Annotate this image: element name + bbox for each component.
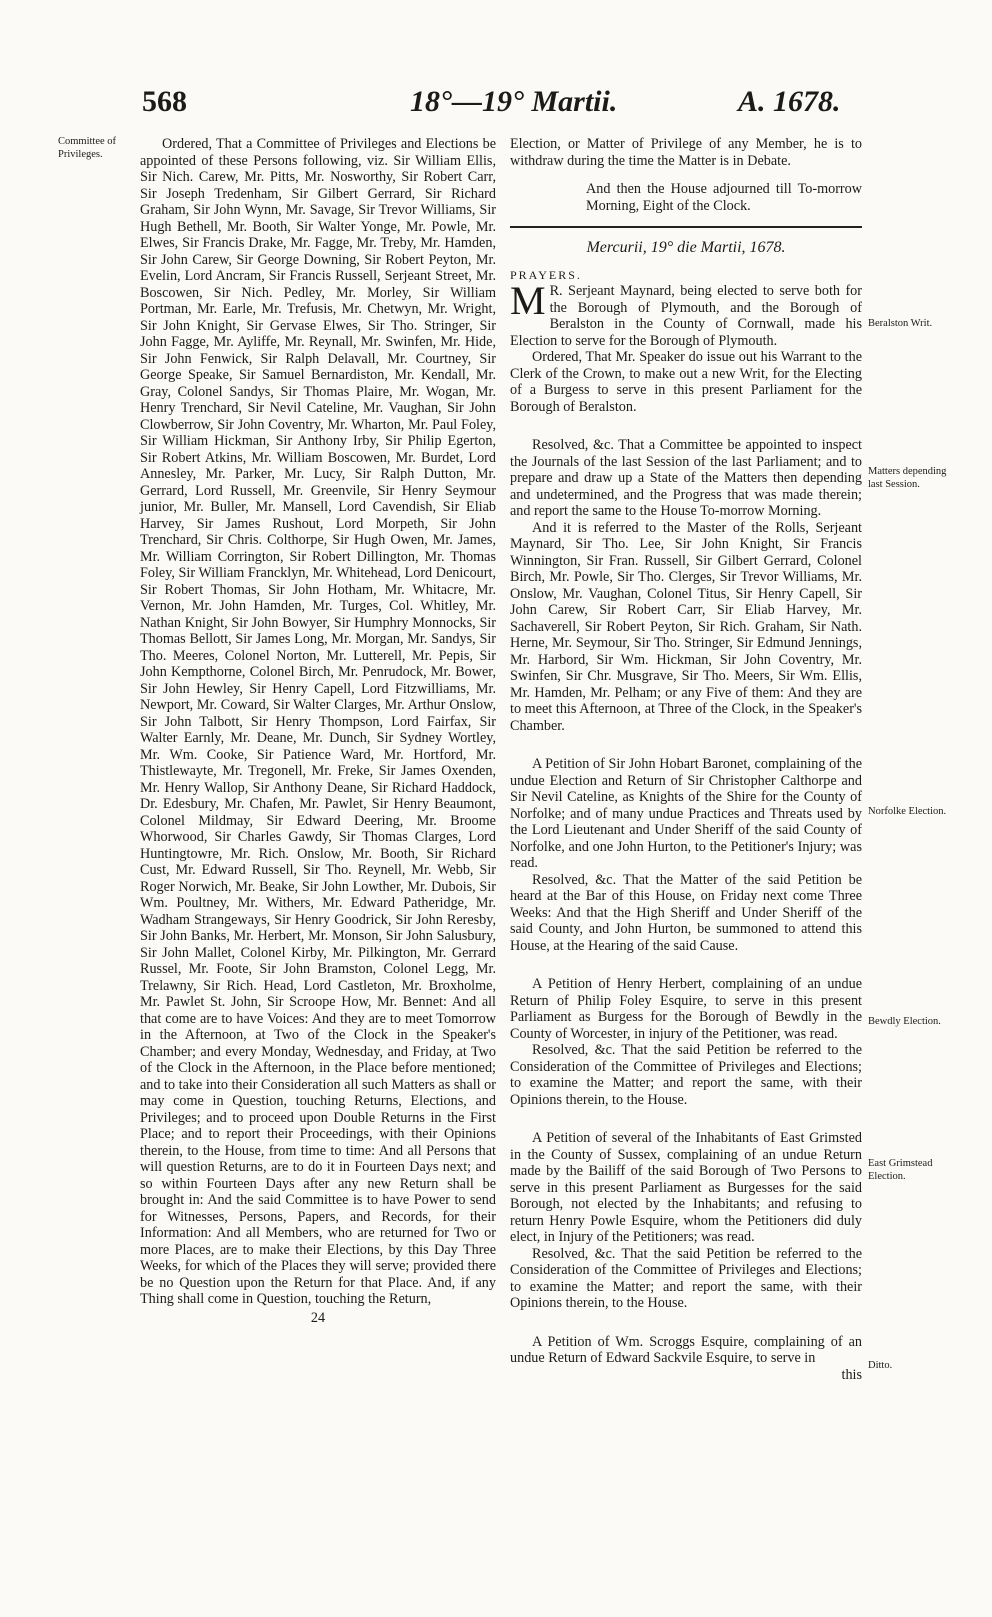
margin-note-norfolke: Norfolke Election. [868,806,947,817]
page-date: 18°—19° Martii. [410,85,618,118]
margin-note-ditto: Ditto. [868,1360,893,1371]
day-heading: Mercurii, 19° die Martii, 1678. [586,239,786,256]
committee-order-paragraph: Ordered, That a Committee of Privileges and Elections be appointed of these Persons following, viz. Sir William Ellis, Sir Nich. Carew, Mr. Pitts, Mr. Nosworthy, Sir Robert Carr, Sir Joseph Tredenham, Sir Gilbert Gerrard, Sir Richard Graham, Sir John Wynn, Mr. Savage, Sir Trevor Williams, Sir Hugh Bethell, Mr. Booth, Sir Walter Yonge, Mr. Powle, Mr. Elwes, Sir Francis Drake, Mr. Fagge, Mr. Treby, Mr. Hamden, Sir John Carew, Sir George Downing, Sir Robert Peyton, Mr. Evelin, Lord Ancram, Sir Francis Russell, Serjeant Street, Mr. Boscowen, Sir Nich. Pedley, Mr. Morley, Sir William Portman, Mr. Earle, Mr. Trefusis, Mr. Chetwyn, Mr. Wright, Sir John Knight, Sir Gervase Elwes, Sir Tho. Stringer, Sir John Fagge, Mr. Ayliffe, Mr. Reynall, Mr. Swinfen, Mr. Hide, Sir John Fenwick, Sir Ralph Delavall, Mr. Courtney, Sir George Speake, Sir Samuel Bernardiston, Mr. Kendall, Mr. Gray, Colonel Sandys, Sir Thomas Plaire, Mr. Wogan, Mr. Henry Trenchard, Sir Nevil Cateline, Mr. Vaughan, Sir John Clowberrow, Sir John Coventry, Mr. Wharton, Mr. Paul Foley, Sir William Hickman, Sir Anthony Irby, Sir Philip Egerton, Sir Robert Atkins, Mr. William Boscowen, Mr. Burdet, Lord Annesley, Mr. Parker, Mr. Lucy, Sir Ralph Dutton, Mr. Gerrard, Lord Russell, Mr. Greenvile, Sir Henry Seymour junior, Mr. Buller, Mr. Mansell, Lord Cavendish, Sir Eliab Harvey, Sir James Rushout, Lord Morpeth, Sir John Trenchard, Sir Chris. Colthorpe, Sir Hugh Owen, Mr. James, Mr. William Corrington, Sir Robert Dillington, Mr. Thomas Foley, Sir William Francklyn, Mr. Whitehead, Lord Denicourt, Sir Robert Thomas, Sir John Hotham, Mr. Whitacre, Mr. Vernon, Mr. John Hamden, Mr. Turges, Col. Whitley, Mr. Nathan Knight, Sir John Bowyer, Sir Humphry Monnocks, Sir Thomas Bellott, Sir James Long, Mr. Morgan, Mr. Sandys, Sir Tho. Meeres, Colonel Norton, Mr. Lutterell, Mr. Pepis, Sir John Kempthorne, Colonel Birch, Mr. Penrudock, Mr. Bower, Sir John Hewley, Sir Henry Capell, Lord Fitzwilliams, Mr. Newport, Mr. Coward, Sir Walter Clarges, Mr. Arthur Onslow, Sir John Talbott, Sir Henry Thompson, Lord Fairfax, Sir Walter Earnly, Mr. Deane, Mr. Dunch, Sir Sydney Wortley, Mr. Wm. Cooke, Sir Patience Ward, Mr. Hortford, Mr. Thistlewayte, Mr. Tregonell, Mr. Freke, Sir James Oxenden, Mr. Henry Wallop, Sir Anthony Deane, Sir Richard Haddock, Dr. Edesbury, Mr. Chafen, Mr. Pawlet, Sir Henry Beaumont, Colonel Mildmay, Sir Edward Deering, Mr. Broome Whorwood, Sir Charles Gawdy, Sir Thomas Clarges, Lord Huntingtowre, Mr. Rich. Onslow, Mr. Booth, Sir Richard Cust, Mr. Edward Russell, Sir Tho. Reynell, Mr. Webb, Sir Roger Norwich, Mr. Beake, Sir John Lowther, Mr. Dubois, Sir Wm. Poultney, Mr. Withers, Mr. Edward Patheridge, Mr. Wadham Strangeways, Sir Henry Goodrick, Sir John Reresby, Sir John Banks, Mr. Herbert, Mr. Monson, Sir John Salusbury, Sir John Mallet, Colonel Kirby, Mr. Pilkington, Mr. Gerrard Russel, Mr. Foote, Sir John Bramston, Colonel Legg, Mr. Trelawny, Sir Rich. Head, Lord Castleton, Mr. Broxholme, Mr. Pawlet St. John, Sir Scroope How, Mr. Bennet: And all that come are to have Voices: And they are to meet Tomorrow in the Afternoon, at Two of the Clock in the Speaker's Chamber; and every Monday, Wednesday, and Friday, at Two of the Clock in the Afternoon, in the Place before mentioned; and to take into their Consideration all such Matters as shall or may come in Question, touching Returns, Elections, and Privileges; and to proceed upon Double Returns in the First Place; and to report their Proceedings, with their Opinions therein, to the House, from time to time: And all Persons that will question Returns, are to do it in Fourteen Days next; and so within Fourteen Days after any new Return shall be brought in: And the said Committee is to have Power to send for Witnesses, Persons, Papers, and Records, for their Information: And all Members, who are returned for Two or more Places, are to make their Elections, by this Day Three Weeks, for which of the Places they will serve; provided there be no Question upon the Return for that Place. And, if any Thing shall come in Question, touching the Return, [140,136,496,1307]
margin-note-east-grimstead: East Grimstead Election. [868,1158,933,1182]
page-year: A. 1678. [738,85,841,118]
continuation-paragraph: Election, or Matter of Privilege of any Member, he is to withdraw during the time the Matter is in Debate. [510,136,862,169]
journals-committee-members: And it is referred to the Master of the Rolls, Serjeant Maynard, Sir Tho. Lee, Sir John Knight, Sir Francis Winnington, Sir Fran. Russell, Sir Gilbert Gerrard, Colonel Birch, Mr. Powle, Sir Tho. Clerges, Sir Trevor Williams, Mr. Onslow, Mr. Vaughan, Colonel Titus, Sir Henry Capell, Sir John Carew, Sir Robert Carr, Sir Eliab Harvey, Mr. Sachaverell, Sir Robert Peyton, Sir Rich. Graham, Sir Nath. Herne, Mr. Seymour, Sir Tho. Stringer, Sir Edmund Jennings, Mr. Harbord, Sir Wm. Hickman, Sir John Coventry, Mr. Swinfen, Sir Chr. Musgrave, Sir Tho. Meers, Sir Wm. Ellis, Mr. Hamden, Mr. Pelham; or any Five of them: And they are to meet this Afternoon, at Three of the Clock, in the Speaker's Chamber. [510,519,862,734]
page-number: 568 [142,85,187,118]
norfolke-resolution-paragraph: Resolved, &c. That the Matter of the said Petition be heard at the Bar of this House, on Friday next come Three Weeks: And that the High Sheriff and Under Sheriff of the said County, and John Hurton, be summoned to attend this House, at the Hearing of the said Cause. [510,871,862,954]
left-column [140,136,496,1326]
margin-note-matters: Matters depending last Session. [868,466,947,490]
scroggs-petition-paragraph: A Petition of Wm. Scroggs Esquire, complaining of an undue Return of Edward Sackvile Esquire, to serve in [510,1333,862,1366]
adjournment-note: And then the House adjourned till To-morrow Morning, Eight of the Clock. [586,181,862,214]
margin-note-committee: Committee of Privileges. [58,136,117,160]
east-grimstead-petition-paragraph: A Petition of several of the Inhabitants of East Grimsted in the County of Sussex, complaining of an undue Return made by the Bailiff of the said Borough of Two Persons to serve in this present Parliament as Burgesses for the said Borough, not elected by the Inhabitants; and refusing to return Henry Powle Esquire, whom the Petitioners did duly elect, in Injury of the Petitioners; was read. [510,1130,862,1245]
signature-mark: 24 [310,1309,326,1326]
prayers-label: PRAYERS. [510,267,582,282]
east-grimstead-resolution-paragraph: Resolved, &c. That the said Petition be referred to the Consideration of the Committee of Privileges and Elections; to examine the Matter; and report the same, with their Opinions therein, to the House. [510,1245,862,1311]
drop-cap: M [510,278,546,323]
bewdly-petition-paragraph: A Petition of Henry Herbert, complaining of an undue Return of Philip Foley Esquire, to serve in this present Parliament as Burgess for the Borough of Bewdly in the County of Worcester, in injury of the Petitioner, was read. [510,976,862,1042]
bewdly-resolution-paragraph: Resolved, &c. That the said Petition be referred to the Consideration of the Committee of Privileges and Elections; to examine the Matter; and report the same, with their Opinions therein, to the House. [510,1042,862,1108]
margin-note-bewdly: Bewdly Election. [868,1016,941,1027]
journals-committee-paragraph: Resolved, &c. That a Committee be appointed to inspect the Journals of the last Session of the last Parliament; and to prepare and draw up a State of the Matters then depending and undetermined, and the Progress that was made therein; and report the same to the House To-morrow Morning. [510,437,862,519]
norfolke-petition-paragraph: A Petition of Sir John Hobart Baronet, complaining of the undue Election and Return of Sir Christopher Calthorpe and Sir Nevil Cateline, as Knights of the Shire for the County of Norfolke; and of many undue Practices and Threats used by the Lord Lieutenant and Under Sheriff of the said County of Norfolke, and one John Hurton, to the Petitioner's Injury; was read. [510,756,862,871]
margin-note-beralston: Beralston Writ. [868,318,933,329]
right-column [510,136,862,1383]
catchword: this [841,1366,862,1383]
maynard-election-paragraph: R. Serjeant Maynard, being elected to serve both for the Borough of Plymouth, and the Borough of Beralston in the County of Cornwall, made his Election to serve for the Borough of Plymouth. [510,283,862,349]
beralston-writ-paragraph: Ordered, That Mr. Speaker do issue out his Warrant to the Clerk of the Crown, to make out a new Writ, for the Electing of a Burgess to serve in this present Parliament for the Borough of Beralston. [510,349,862,415]
